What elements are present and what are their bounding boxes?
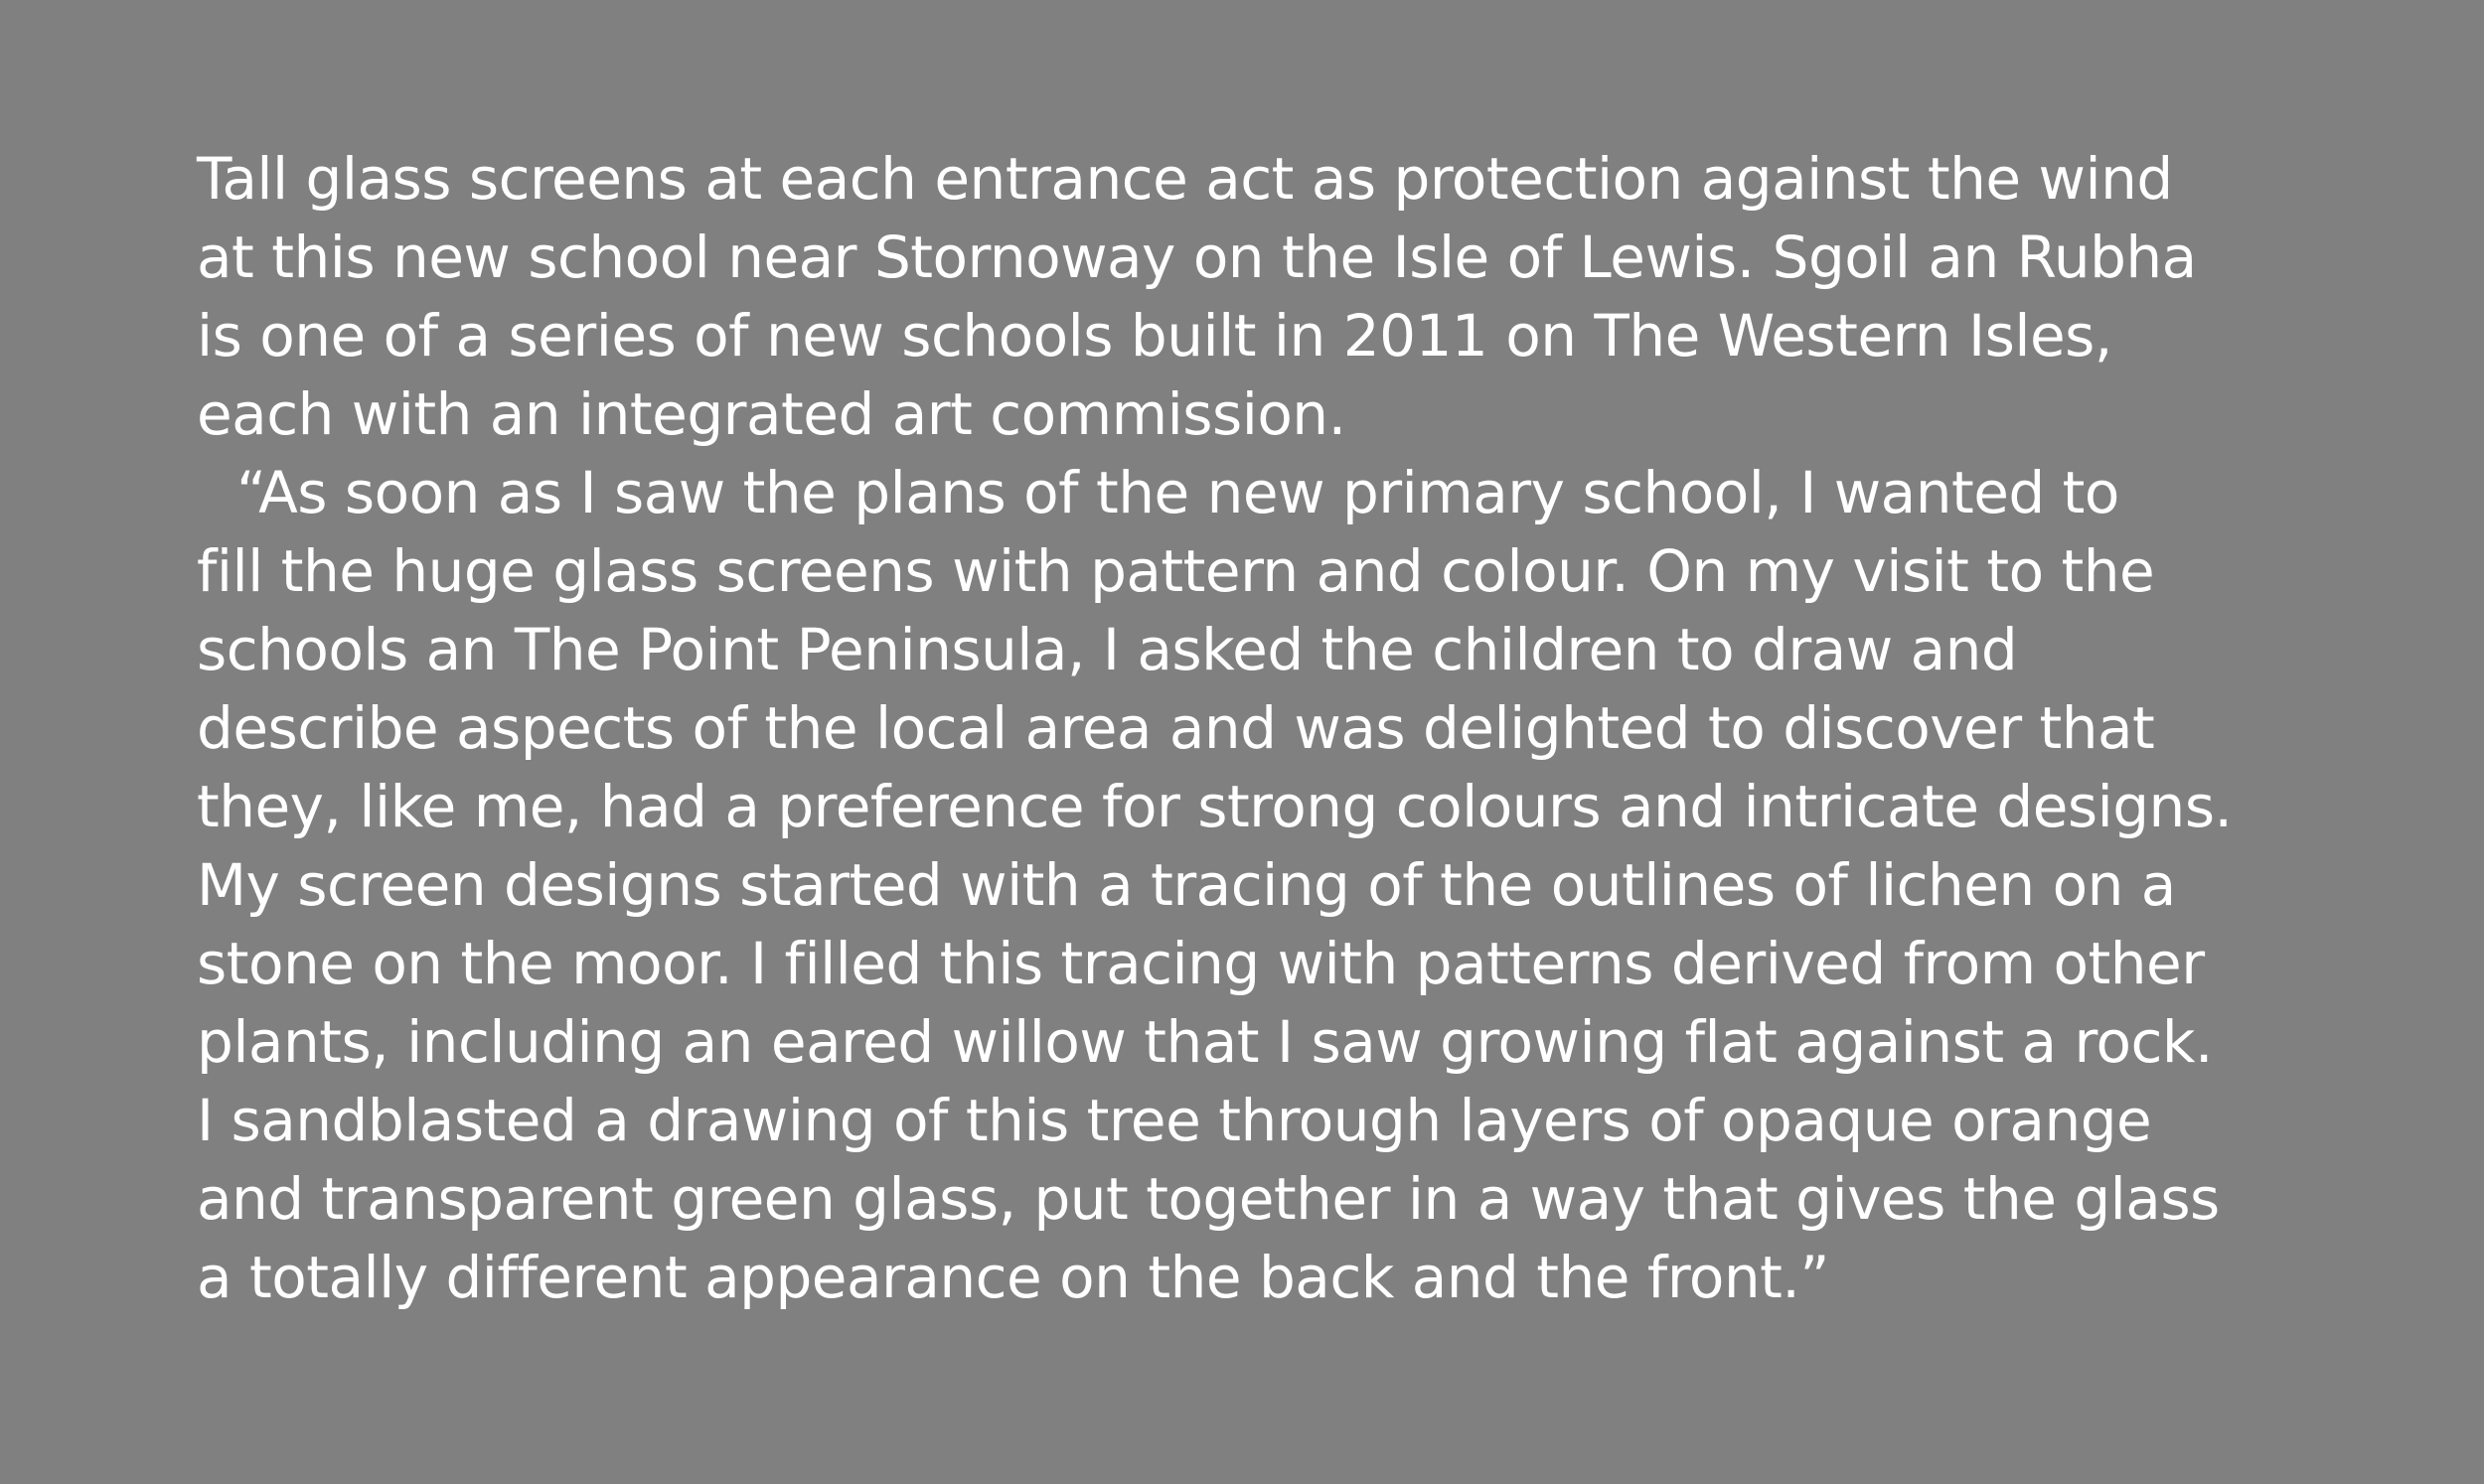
text-line: schools an The Point Peninsula, I asked the children to draw and xyxy=(197,616,2018,683)
paragraph-quote xyxy=(197,454,2442,1317)
text-line: a totally different appearance on the back and the front.” xyxy=(197,1244,1829,1311)
text-line: Tall glass screens at each entrance act as protection against the wind xyxy=(197,145,2173,213)
text-line: each with an integrated art commission. xyxy=(197,380,1346,448)
text-line: stone on the moor. I filled this tracing with patterns derived from other xyxy=(197,930,2205,997)
text-line: they, like me, had a preference for strong colours and intricate designs. xyxy=(197,773,2233,840)
text-line: My screen designs started with a tracing of the outlines of lichen on a xyxy=(197,851,2176,919)
text-line: plants, including an eared willow that I saw growing flat against a rock. xyxy=(197,1008,2213,1076)
text-line: is one of a series of new schools built in 2011 on The Western Isles, xyxy=(197,302,2112,370)
paragraph-intro xyxy=(197,140,2442,454)
text-line: at this new school near Stornoway on the Isle of Lewis. Sgoil an Rubha xyxy=(197,223,2197,291)
body-text xyxy=(197,140,2442,1317)
text-line: and transparent green glass, put together in a way that gives the glass xyxy=(197,1165,2220,1233)
text-line: describe aspects of the local area and was delighted to discover that xyxy=(197,694,2155,762)
text-line: fill the huge glass screens with pattern and colour. On my visit to the xyxy=(197,537,2155,605)
text-line: “As soon as I saw the plans of the new primary school, I wanted to xyxy=(236,459,2119,526)
text-line: I sandblasted a drawing of this tree through layers of opaque orange xyxy=(197,1087,2152,1154)
